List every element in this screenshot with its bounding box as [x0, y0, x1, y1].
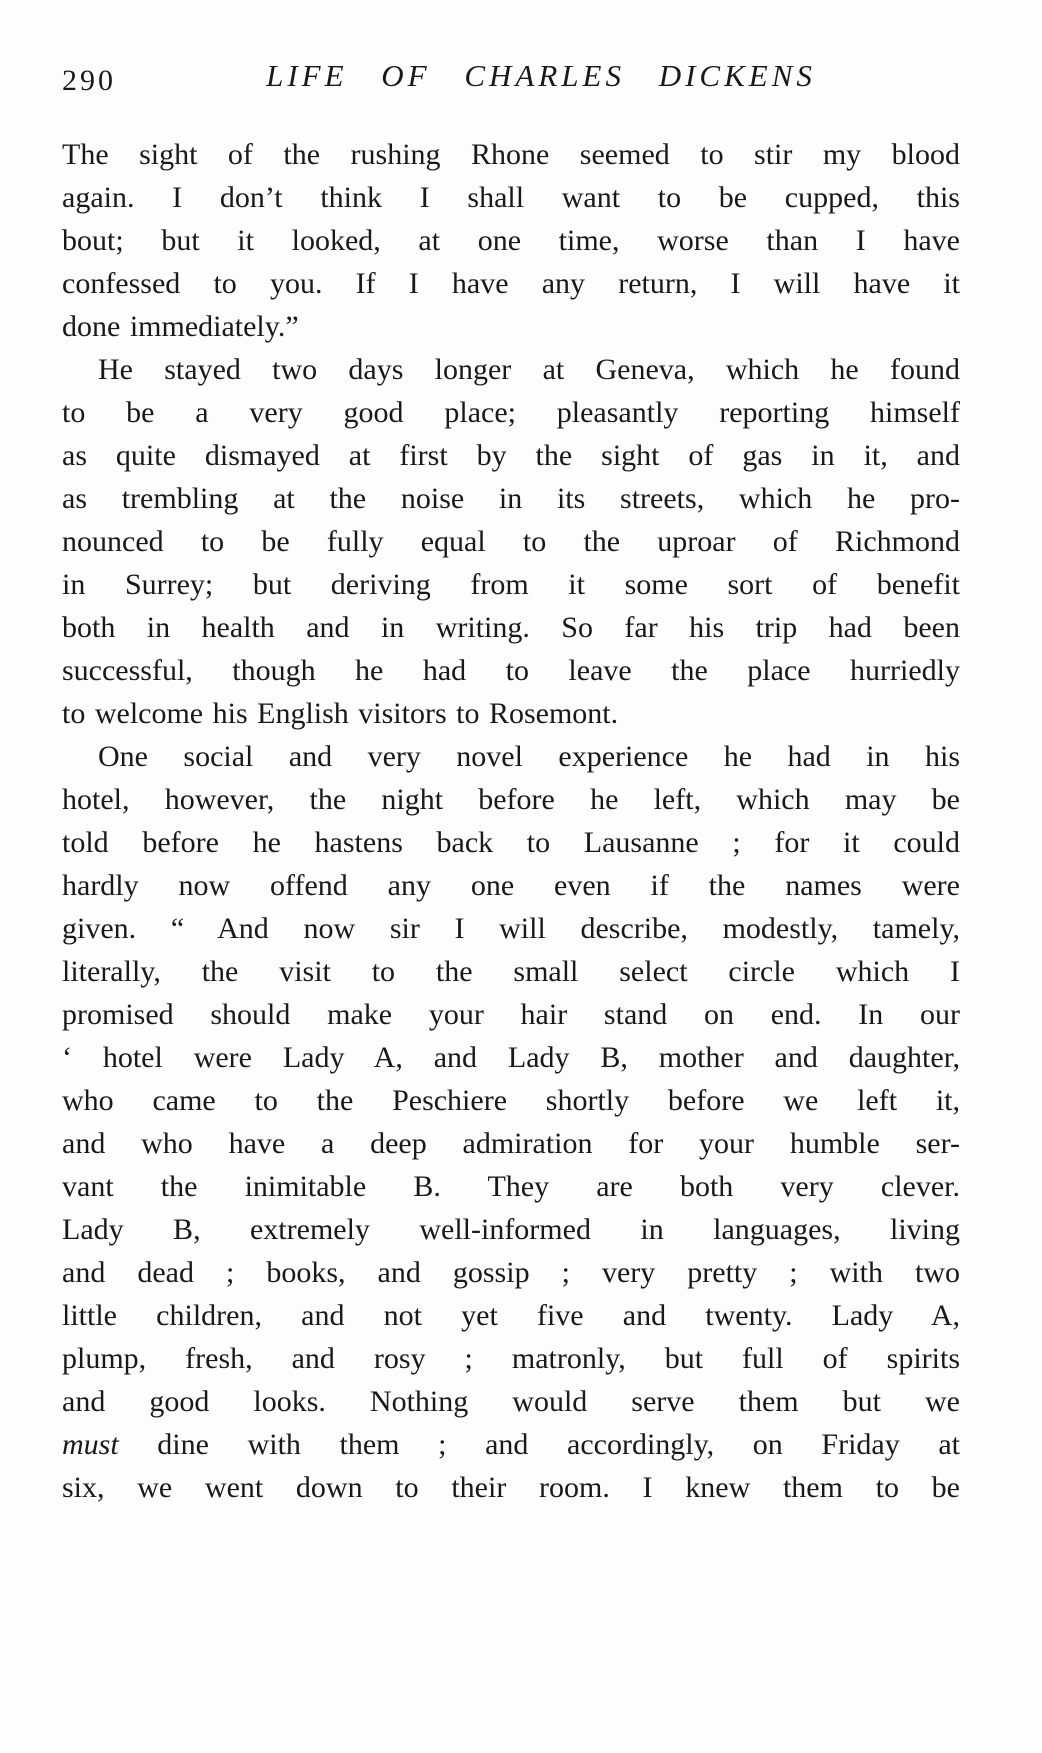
- text-line: given. “ And now sir I will describe, modestly, tamely,: [62, 912, 960, 945]
- text-line: vant the inimitable B. They are both very clever.: [62, 1170, 960, 1203]
- text-line: bout; but it looked, at one time, worse than I have: [62, 224, 960, 257]
- text-line: hardly now offend any one even if the names were: [62, 869, 960, 902]
- text-line: six, we went down to their room. I knew them to be: [62, 1471, 960, 1504]
- page-header: [62, 58, 960, 102]
- text-line: must dine with them ; and accordingly, on Friday at: [62, 1428, 960, 1461]
- text-line: and good looks. Nothing would serve them but we: [62, 1385, 960, 1418]
- page-body: [62, 133, 960, 1509]
- text-line: One social and very novel experience he had in his: [98, 740, 960, 773]
- text-line: in Surrey; but deriving from it some sort of benefit: [62, 568, 960, 601]
- text-line: plump, fresh, and rosy ; matronly, but full of spirits: [62, 1342, 960, 1375]
- text-line: both in health and in writing. So far his trip had been: [62, 611, 960, 644]
- text-line: hotel, however, the night before he left, which may be: [62, 783, 960, 816]
- text-line: little children, and not yet five and twenty. Lady A,: [62, 1299, 960, 1332]
- text-line: as quite dismayed at first by the sight of gas in it, and: [62, 439, 960, 472]
- paragraph: [62, 133, 960, 348]
- text-line: and who have a deep admiration for your humble ser-: [62, 1127, 960, 1160]
- text-line: successful, though he had to leave the place hurriedly: [62, 654, 960, 687]
- paragraph: [62, 735, 960, 1509]
- page-number: 290: [62, 64, 116, 97]
- text-line: Lady B, extremely well-informed in languages, living: [62, 1213, 960, 1246]
- text-line: literally, the visit to the small select circle which I: [62, 955, 960, 988]
- text-line: He stayed two days longer at Geneva, which he found: [98, 353, 960, 386]
- text-line: nounced to be fully equal to the uproar of Richmond: [62, 525, 960, 558]
- running-title: LIFE OF CHARLES DICKENS: [266, 58, 816, 93]
- paragraph: [62, 348, 960, 735]
- text-line: who came to the Peschiere shortly before we left it,: [62, 1084, 960, 1117]
- text-line: told before he hastens back to Lausanne ; for it could: [62, 826, 960, 859]
- text-line: and dead ; books, and gossip ; very pretty ; with two: [62, 1256, 960, 1289]
- text-line: The sight of the rushing Rhone seemed to stir my blood: [62, 138, 960, 171]
- text-line: promised should make your hair stand on end. In our: [62, 998, 960, 1031]
- text-line: as trembling at the noise in its streets, which he pro-: [62, 482, 960, 515]
- text-line: to be a very good place; pleasantly reporting himself: [62, 396, 960, 429]
- text-line: confessed to you. If I have any return, I will have it: [62, 267, 960, 300]
- text-line: to welcome his English visitors to Rosemont.: [62, 697, 619, 730]
- text-line: ‘ hotel were Lady A, and Lady B, mother and daughter,: [62, 1041, 960, 1074]
- text-line: again. I don’t think I shall want to be cupped, this: [62, 181, 960, 214]
- text-line: done immediately.”: [62, 310, 299, 343]
